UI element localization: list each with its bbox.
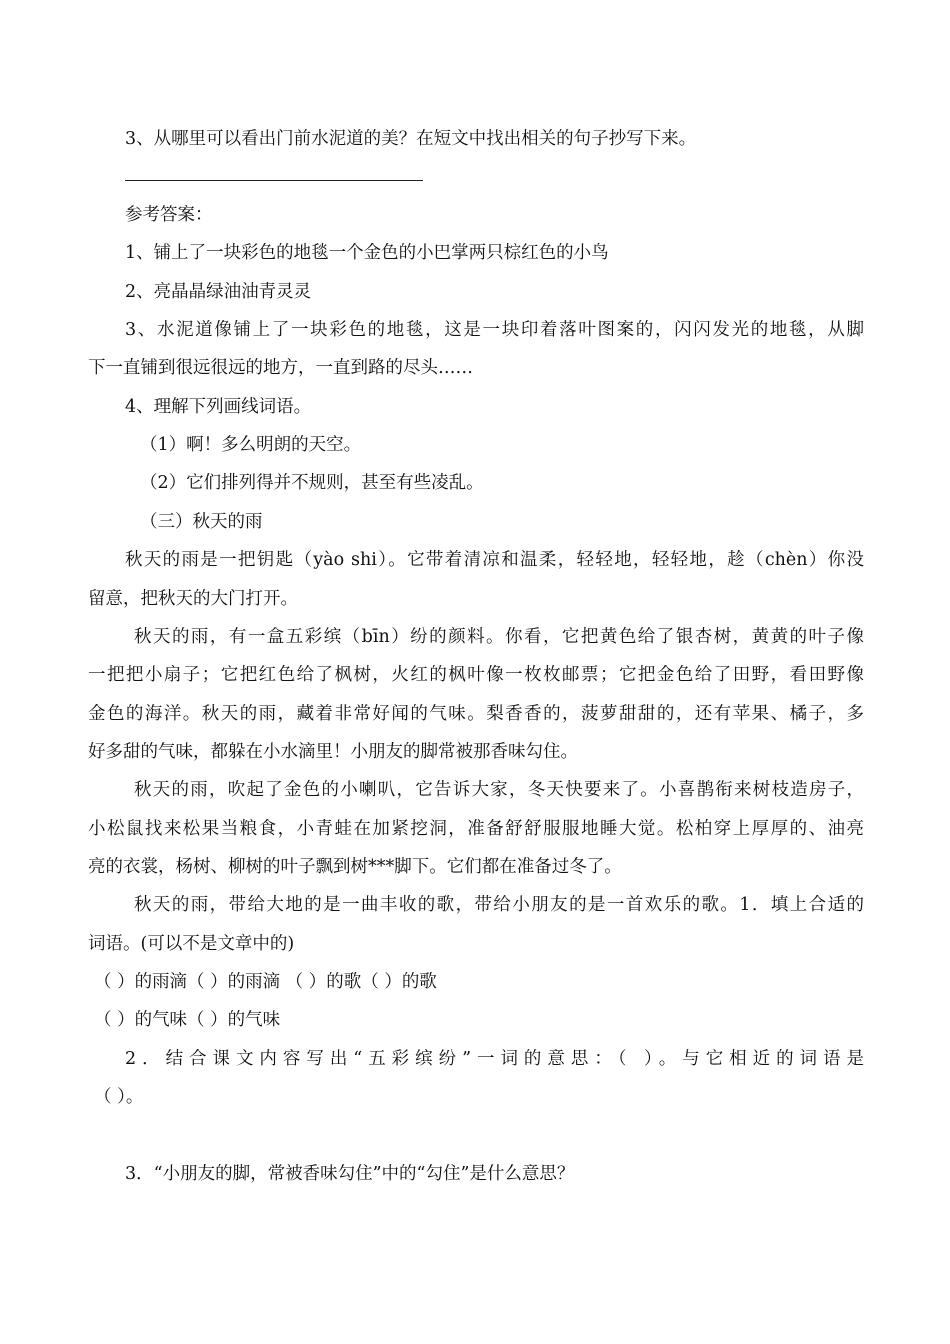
- passage-p3-line-2: 小松鼠找来松果当粮食，小青蛙在加紧挖洞，准备舒舒服服地睡大觉。松柏穿上厚厚的、油亮: [88, 819, 864, 839]
- question-2-line-2: （ ）。: [94, 1087, 144, 1107]
- answer-2: 2、亮晶晶绿油油青灵灵: [125, 282, 312, 302]
- question-3-prompt: 3、从哪里可以看出门前水泥道的美？在短文中找出相关的句子抄写下来。: [125, 129, 697, 149]
- fill-blanks-row-2: （ ）的气味（ ）的气味: [94, 1010, 281, 1030]
- passage-p2-line-4: 好多甜的气味，都躲在小水滴里！小朋友的脚常被那香味勾住。: [88, 742, 578, 762]
- passage-p3-line-3: 亮的衣裳，杨树、柳树的叶子飘到树***脚下。它们都在准备过冬了。: [88, 857, 622, 877]
- question-4-item-1: （1）啊！多么明朗的天空。: [140, 435, 362, 455]
- answer-3-line-2: 下一直铺到很远很远的地方，一直到路的尽头……: [88, 358, 473, 378]
- reference-answer-heading: 参考答案：: [125, 205, 213, 225]
- passage-p1-line-2: 留意，把秋天的大门打开。: [88, 589, 298, 609]
- passage-p4-line-1: 秋天的雨，带给大地的是一曲丰收的歌，带给小朋友的是一首欢乐的歌。1．填上合适的: [134, 895, 864, 915]
- answer-1: 1、铺上了一块彩色的地毯一个金色的小巴掌两只棕红色的小鸟: [125, 243, 609, 263]
- passage-p2-line-2: 一把把小扇子；它把红色给了枫树，火红的枫叶像一枚枚邮票；它把金色给了田野，看田野像: [88, 665, 864, 685]
- answer-3-line-1: 3、水泥道像铺上了一块彩色的地毯，这是一块印着落叶图案的，闪闪发光的地毯，从脚: [125, 320, 864, 340]
- section-3-title: （三）秋天的雨: [140, 512, 263, 532]
- answer-blank-line: [125, 180, 423, 181]
- question-3-final: 3．“小朋友的脚，常被香味勾住”中的“勾住”是什么意思？: [125, 1164, 575, 1184]
- passage-p2-line-1: 秋天的雨，有一盒五彩缤（bīn）纷的颜料。你看，它把黄色给了银杏树，黄黄的叶子像: [134, 627, 864, 647]
- question-4-item-2: （2）它们排列得并不规则，甚至有些凌乱。: [140, 473, 484, 493]
- passage-p4-line-2: 词语。(可以不是文章中的): [88, 934, 295, 954]
- passage-p2-line-3: 金色的海洋。秋天的雨，藏着非常好闻的气味。梨香香的，菠萝甜甜的，还有苹果、橘子，多: [88, 704, 864, 724]
- question-4-prompt: 4、理解下列画线词语。: [125, 397, 312, 417]
- passage-p1-line-1: 秋天的雨是一把钥匙（yào shi）。它带着清凉和温柔，轻轻地，轻轻地，趁（chèn）你没: [125, 550, 864, 570]
- fill-blanks-row-1: （ ）的雨滴（ ）的雨滴 （ ）的歌（ ）的歌: [94, 972, 437, 992]
- passage-p3-line-1: 秋天的雨，吹起了金色的小喇叭，它告诉大家，冬天快要来了。小喜鹊衔来树枝造房子，: [134, 780, 864, 800]
- question-2-line-1: 2．结合课文内容写出“五彩缤纷”一词的意思：（ ）。与它相近的词语是: [125, 1049, 864, 1069]
